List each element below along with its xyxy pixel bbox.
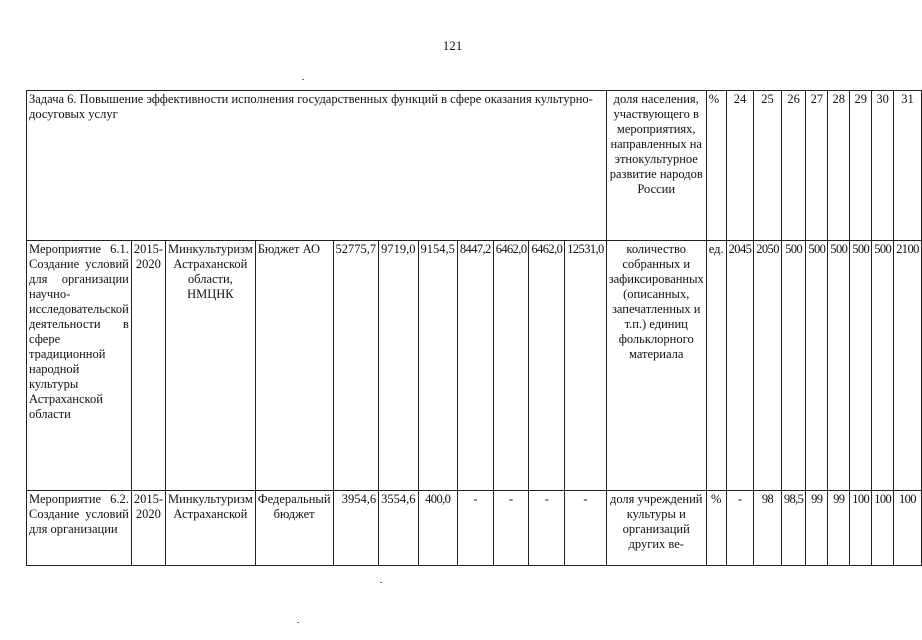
task-value: 24 — [726, 91, 754, 241]
finance-value: - — [493, 491, 529, 566]
task-value: 31 — [894, 91, 922, 241]
program-table — [26, 90, 922, 566]
measure-value: 99 — [828, 491, 850, 566]
task-value: 28 — [828, 91, 850, 241]
task-value: 29 — [850, 91, 872, 241]
task-value: 26 — [781, 91, 805, 241]
scan-speck — [380, 582, 382, 583]
scan-speck — [297, 622, 299, 623]
measure-period: 2015-2020 — [131, 241, 165, 491]
measure-value: 100 — [872, 491, 894, 566]
measure-value: 500 — [781, 241, 805, 491]
measure-indicator: доля учреждений культуры и организаций других ве- — [606, 491, 706, 566]
measure-value: 100 — [850, 491, 872, 566]
finance-total: 52775,7 — [333, 241, 379, 491]
scan-speck — [302, 79, 304, 80]
page-number: 121 — [442, 38, 463, 53]
measure-unit: ед. — [706, 241, 726, 491]
measure-value: 2100 — [894, 241, 922, 491]
task-value: 27 — [806, 91, 828, 241]
task-indicator: доля населения, участвующего в мероприятиях, направленных на этнокультурное развитие народов России — [606, 91, 706, 241]
task-title: Задача 6. Повышение эффективности исполнения государственных функций в сфере оказания культурно-досуговых услуг — [27, 91, 607, 241]
measure-value: 100 — [894, 491, 922, 566]
measure-value: 98,5 — [781, 491, 805, 566]
measure-executor: Минкультуризм Астраханской области, НМЦНК — [166, 241, 256, 491]
measure-value: 500 — [806, 241, 828, 491]
finance-total: 3954,6 — [333, 491, 379, 566]
finance-value: - — [457, 491, 493, 566]
finance-value: 12531,0 — [565, 241, 606, 491]
measure-period: 2015-2020 — [131, 491, 165, 566]
finance-value: 6462,0 — [493, 241, 529, 491]
measure-row-6-2 — [27, 491, 922, 566]
finance-value: - — [529, 491, 565, 566]
funding-source: Бюджет АО — [255, 241, 333, 491]
finance-value: - — [565, 491, 606, 566]
finance-value: 6462,0 — [529, 241, 565, 491]
task-unit: % — [706, 91, 726, 241]
measure-value: 98 — [754, 491, 782, 566]
measure-unit: % — [706, 491, 726, 566]
measure-value: 2050 — [754, 241, 782, 491]
finance-value: 3554,6 — [379, 491, 418, 566]
measure-value: 500 — [828, 241, 850, 491]
measure-name: Мероприятие 6.2. Создание условий для организации — [27, 491, 132, 566]
measure-value: 2045 — [726, 241, 754, 491]
measure-value: 99 — [806, 491, 828, 566]
finance-value: 9719,0 — [379, 241, 418, 491]
finance-value: 8447,2 — [457, 241, 493, 491]
funding-source: Федеральный бюджет — [255, 491, 333, 566]
measure-executor: Минкультуризм Астраханской — [166, 491, 256, 566]
measure-indicator: количество собранных и зафиксированных (описанных, запечатленных и т.п.) единиц фольклорного материала — [606, 241, 706, 491]
measure-row-6-1 — [27, 241, 922, 491]
measure-name: Мероприятие 6.1. Создание условий для организации научно-исследовательской деятельности в сфере традиционной народной культуры Астраханской области — [27, 241, 132, 491]
measure-value: - — [726, 491, 754, 566]
measure-value: 500 — [872, 241, 894, 491]
finance-value: 9154,5 — [418, 241, 457, 491]
finance-value: 400,0 — [418, 491, 457, 566]
task-value: 25 — [754, 91, 782, 241]
measure-value: 500 — [850, 241, 872, 491]
task-value: 30 — [872, 91, 894, 241]
task-row — [27, 91, 922, 241]
